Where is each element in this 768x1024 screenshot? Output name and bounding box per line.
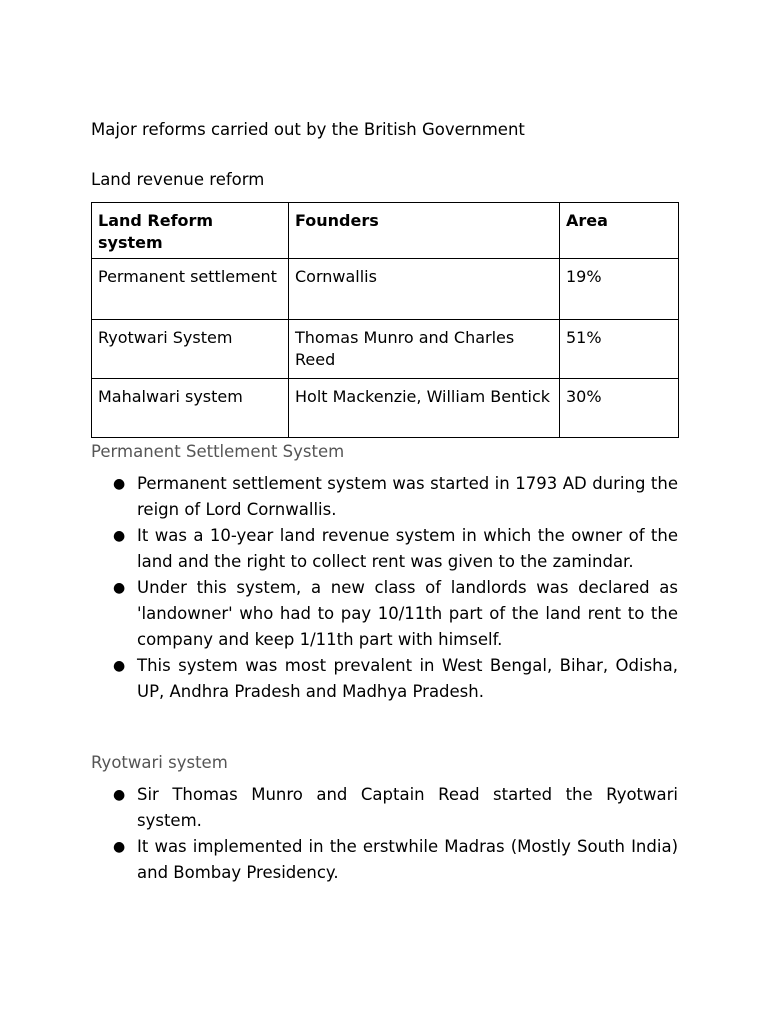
permanent-settlement-list xyxy=(91,471,678,705)
list-item-text: It was implemented in the erstwhile Madras (Mostly South India) and Bombay Presidency. xyxy=(137,837,678,882)
cell-founders: Cornwallis xyxy=(289,259,560,320)
header-founders: Founders xyxy=(289,203,560,259)
table-row xyxy=(92,320,679,379)
cell-area: 19% xyxy=(560,259,679,320)
cell-area: 51% xyxy=(560,320,679,379)
header-land-reform-system: Land Reform system xyxy=(92,203,289,259)
permanent-settlement-heading: Permanent Settlement System xyxy=(91,442,345,461)
document-title: Major reforms carried out by the British Government xyxy=(91,120,525,139)
list-item-text: This system was most prevalent in West Bengal, Bihar, Odisha, UP, Andhra Pradesh and Madhya Pradesh. xyxy=(137,656,678,701)
list-item-text: Permanent settlement system was started in 1793 AD during the reign of Lord Cornwallis. xyxy=(137,474,678,519)
table-header-row xyxy=(92,203,679,259)
bullet-icon: ● xyxy=(113,528,126,544)
table-row xyxy=(92,379,679,438)
list-item-text: Sir Thomas Munro and Captain Read started the Ryotwari system. xyxy=(137,785,678,830)
list-item-text: Under this system, a new class of landlords was declared as 'landowner' who had to pay 10/11th part of the land rent to the company and keep 1/11th part with himself. xyxy=(137,578,678,649)
list-item xyxy=(91,471,678,523)
list-item xyxy=(91,834,678,886)
list-item xyxy=(91,575,678,653)
table-row xyxy=(92,259,679,320)
list-item xyxy=(91,653,678,705)
ryotwari-list xyxy=(91,782,678,886)
bullet-icon: ● xyxy=(113,787,126,803)
list-item xyxy=(91,782,678,834)
cell-founders: Thomas Munro and Charles Reed xyxy=(289,320,560,379)
bullet-icon: ● xyxy=(113,658,126,674)
bullet-icon: ● xyxy=(113,839,126,855)
bullet-icon: ● xyxy=(113,580,126,596)
header-area: Area xyxy=(560,203,679,259)
list-item-text: It was a 10-year land revenue system in which the owner of the land and the right to collect rent was given to the zamindar. xyxy=(137,526,678,571)
cell-system: Ryotwari System xyxy=(92,320,289,379)
cell-system: Permanent settlement xyxy=(92,259,289,320)
bullet-icon: ● xyxy=(113,476,126,492)
land-reform-table xyxy=(91,202,679,438)
cell-founders: Holt Mackenzie, William Bentick xyxy=(289,379,560,438)
cell-area: 30% xyxy=(560,379,679,438)
ryotwari-heading: Ryotwari system xyxy=(91,753,228,772)
section-subtitle: Land revenue reform xyxy=(91,170,265,189)
list-item xyxy=(91,523,678,575)
cell-system: Mahalwari system xyxy=(92,379,289,438)
